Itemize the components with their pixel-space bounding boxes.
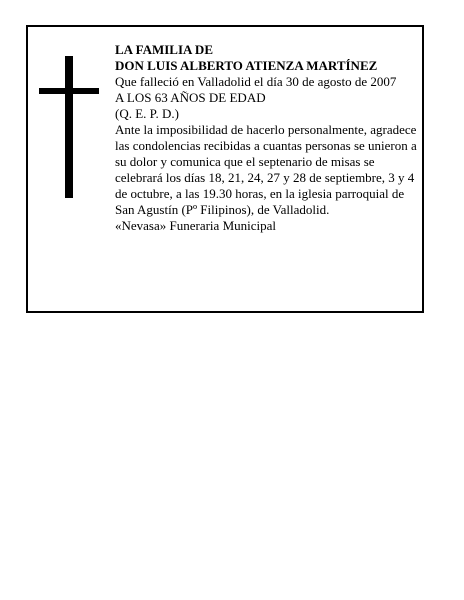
notice-text [115,42,417,234]
funeral-home: «Nevasa» Funeraria Municipal [115,218,277,233]
deceased-name: DON LUIS ALBERTO ATIENZA MARTÍNEZ [115,58,378,73]
age-line: A LOS 63 AÑOS DE EDAD [115,90,266,105]
cross-horizontal-bar [39,88,99,94]
family-line: LA FAMILIA DE [115,42,213,57]
death-info: Que falleció en Valladolid el día 30 de agosto de 2007 [115,74,397,89]
obituary-notice [26,25,424,313]
cross-vertical-bar [65,56,73,198]
notice-body: Ante la imposibilidad de hacerlo personalmente, agradece las condolencias recibidas a cuantas personas se unieron a su dolor y comunica que el septenario de misas se celebrará los días 18, 21, 24, 27 y 28 de septiembre, 3 y 4 de octubre, a las 19.30 horas, en la iglesia parroquial de San Agustín (Pº Filipinos), de Valladolid. [115,122,417,217]
rip-line: (Q. E. P. D.) [115,106,179,121]
latin-cross-icon [39,56,99,198]
